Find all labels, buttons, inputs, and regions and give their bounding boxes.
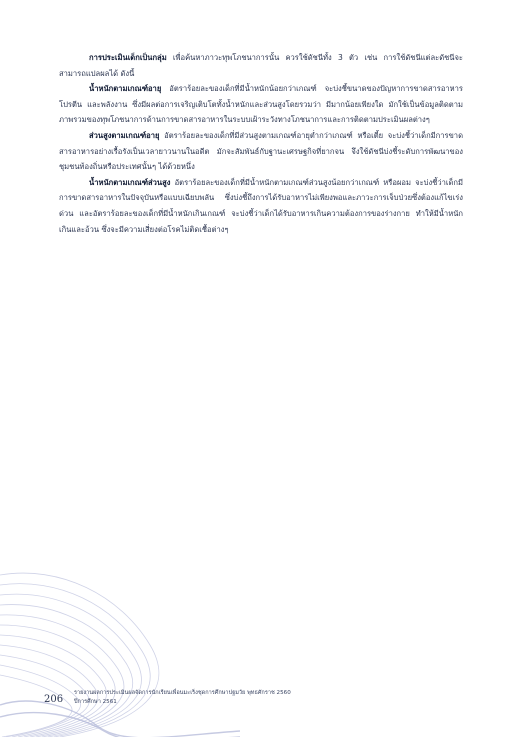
paragraph-heading: การประเมินเด็กเป็นกลุ่ม [89, 53, 167, 62]
decorative-swirl [0, 555, 240, 737]
footer-line: ปีการศึกษา 2561 [74, 699, 117, 705]
paragraph-body: เพื่อค้นหาภาวะทุพโภชนาการนั้น ควรใช้ดัชนีทั้ง 3 ตัว เช่น การใช้ดัชนีแต่ละดัชนีจะสามารถแปลผลได้ ดังนี้ [59, 53, 463, 78]
paragraph-heading: ส่วนสูงตามเกณฑ์อายุ [89, 130, 160, 140]
paragraph-weight-for-height [59, 175, 463, 237]
page-number: 206 [44, 694, 64, 705]
paragraph-heading: น้ำหนักตามเกณฑ์อายุ [89, 84, 162, 94]
paragraph-body: อัตราร้อยละของเด็กที่มีส่วนสูงตามเกณฑ์อายุต่ำกว่าเกณฑ์ หรือเตี้ย จะบ่งชี้ว่าเด็กมีการขาดสารอาหารอย่างเรื้อรังเป็นเวลายาวนานในอดีต มักจะสัมพันธ์กับฐานะเศรษฐกิจที่ยากจน จึงใช้ดัชนีบ่งชี้ระดับการพัฒนาของชุมชนท้องถิ่นหรือประเทศนั้นๆ ได้ด้วยหนึ่ง [59, 130, 463, 172]
body-text [59, 50, 463, 237]
footer-line: รายงานผลการประเมินผลจัดการนักเรียนเพื่อนมะเร็งชุดการศึกษาปฐมวัย พุทธศักราช 2560 [74, 690, 291, 696]
paragraph-weight-for-age [59, 81, 463, 128]
paragraph-body: อัตราร้อยละของเด็กที่มีน้ำหนักตามเกณฑ์ส่วนสูงน้อยกว่าเกณฑ์ หรือผอม จะบ่งชี้ว่าเด็กมีการขาดสารอาหารในปัจจุบันหรือแบบเฉียบพลัน ซึ่งบ่งชี้ถึงการได้รับอาหารไม่เพียงพอและภาวะการเจ็บป่วยซึ่งต้องแก้ไขเร่งด่วน และอัตราร้อยละของเด็กที่มีน้ำหนักเกินเกณฑ์ จะบ่งชี้ว่าเด็กได้รับอาหารเกินความต้องการของร่างกาย ทำให้มีน้ำหนักเกินและอ้วน ซึ่งจะมีความเสี่ยงต่อโรคไม่ติดเชื้อต่างๆ [59, 177, 463, 234]
paragraph-group-assessment [59, 50, 463, 81]
paragraph-height-for-age [59, 128, 463, 175]
paragraph-body: อัตราร้อยละของเด็กที่มีน้ำหนักน้อยกว่าเกณฑ์ จะบ่งชี้ขนาดของปัญหาการขาดสารอาหาร โปรตีน และพลังงาน ซึ่งมีผลต่อการเจริญเติบโตทั้งน้ำหนักและส่วนสูงโดยรวมว่า มีมากน้อยเพียงใด มักใช้เป็นข้อมูลติดตามภาพรวมของทุพโภชนาการด้านการขาดสารอาหารในระบบเฝ้าระวังทางโภชนาการและการติดตามประเมินผลต่างๆ [59, 84, 463, 125]
paragraph-heading: น้ำหนักตามเกณฑ์ส่วนสูง [89, 177, 171, 187]
footer-caption [74, 689, 374, 707]
